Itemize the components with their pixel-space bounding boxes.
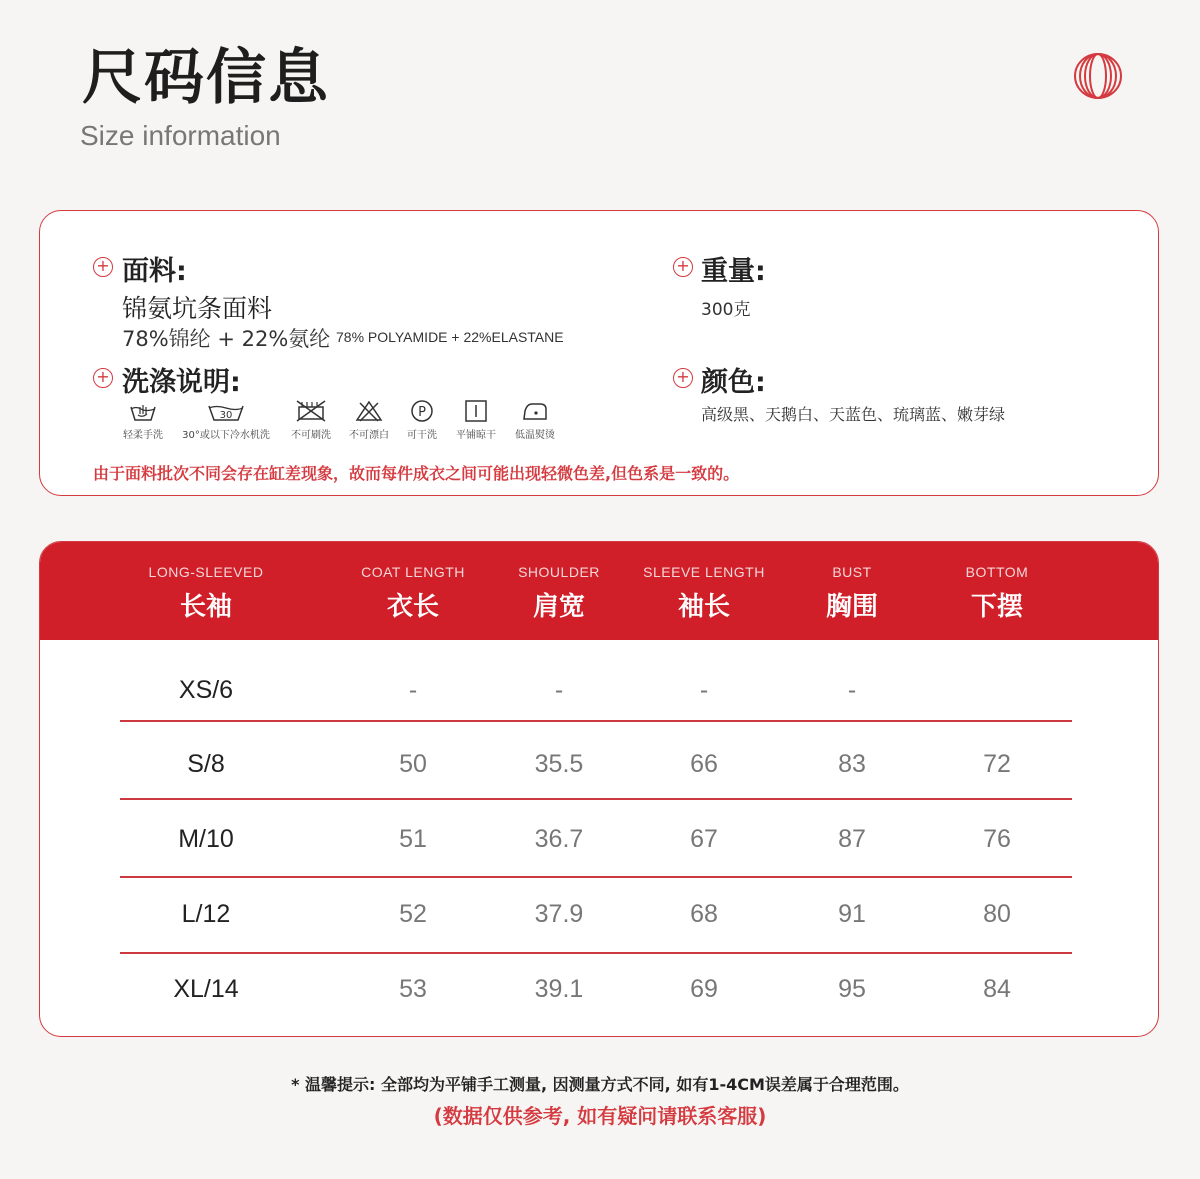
product-info-card [39, 210, 1159, 496]
care-text: 平铺晾干 [456, 430, 496, 441]
care-item [118, 399, 168, 441]
column-header: COAT LENGTH 衣长 [361, 564, 465, 622]
care-text: 不可漂白 [349, 430, 389, 441]
column-header: BOTTOM 下摆 [965, 564, 1029, 622]
care-instructions [118, 399, 598, 449]
table-header [40, 542, 1158, 640]
plus-circle-icon: + [93, 257, 113, 277]
page-subtitle: Size information [80, 120, 281, 151]
table-row: M/10 51 36.7 67 87 76 [178, 825, 1011, 853]
care-text: 不可刷洗 [291, 430, 331, 441]
row-divider [120, 720, 1072, 722]
care-text: 低温熨烫 [515, 430, 555, 441]
svg-text:P: P [418, 405, 426, 420]
red-rings-logo-icon [1072, 50, 1124, 102]
care-item [284, 399, 338, 441]
hand-wash-icon [128, 399, 158, 423]
column-header: SHOULDER 肩宽 [518, 564, 600, 622]
low-iron-icon [520, 399, 550, 423]
dry-clean-icon [409, 399, 435, 423]
care-item [446, 399, 506, 441]
machine-wash-30-icon [206, 399, 246, 423]
care-item [510, 399, 560, 441]
column-header: BUST 胸围 [825, 564, 878, 622]
care-item [400, 399, 444, 441]
reference-note: (数据仅供参考, 如有疑问请联系客服) [433, 1104, 767, 1128]
size-table [39, 541, 1159, 1037]
column-header: SLEEVE LENGTH 袖长 [643, 564, 765, 622]
flat-dry-icon [463, 399, 489, 423]
fabric-name: 锦氨坑条面料 [122, 294, 273, 323]
care-text: 可干洗 [407, 430, 437, 441]
table-row: S/8 50 35.5 66 83 72 [187, 750, 1011, 778]
no-bleach-icon [354, 399, 384, 423]
plus-circle-icon: + [93, 368, 113, 388]
measurement-tip: * 温馨提示: 全部均为平铺手工测量, 因测量方式不同, 如有1-4CM误差属于合理范围。 [291, 1075, 909, 1094]
weight-label: 重量: [701, 256, 766, 287]
svg-text:30: 30 [219, 410, 233, 421]
plus-circle-icon: + [673, 257, 693, 277]
plus-circle-icon: + [673, 368, 693, 388]
fabric-composition-cn: 78%锦纶 + 22%氨纶 [122, 327, 331, 351]
column-header: LONG-SLEEVED 长袖 [148, 564, 264, 622]
fabric-label: 面料: [122, 256, 187, 287]
table-row: L/12 52 37.9 68 91 80 [181, 900, 1011, 928]
table-row: XS/6 - - - - [178, 676, 857, 704]
color-value: 高级黑、天鹅白、天蓝色、琉璃蓝、嫩芽绿 [701, 405, 1006, 424]
wash-label: 洗涤说明: [122, 367, 241, 398]
row-divider [120, 798, 1072, 800]
page-title: 尺码信息 [82, 43, 330, 113]
color-label: 颜色: [701, 367, 766, 398]
care-item [176, 399, 276, 441]
care-item [342, 399, 396, 441]
no-brush-icon [293, 399, 329, 423]
weight-value: 300克 [701, 300, 751, 320]
care-text: 轻柔手洗 [123, 430, 163, 441]
fabric-composition-en: 78% POLYAMIDE + 22%ELASTANE [336, 329, 564, 345]
color-difference-notice: 由于面料批次不同会存在缸差现象，故而每件成衣之间可能出现轻微色差,但色系是一致的。 [93, 464, 740, 483]
table-row: XL/14 53 39.1 69 95 84 [173, 975, 1011, 1003]
care-text: 30°或以下冷水机洗 [182, 430, 270, 441]
